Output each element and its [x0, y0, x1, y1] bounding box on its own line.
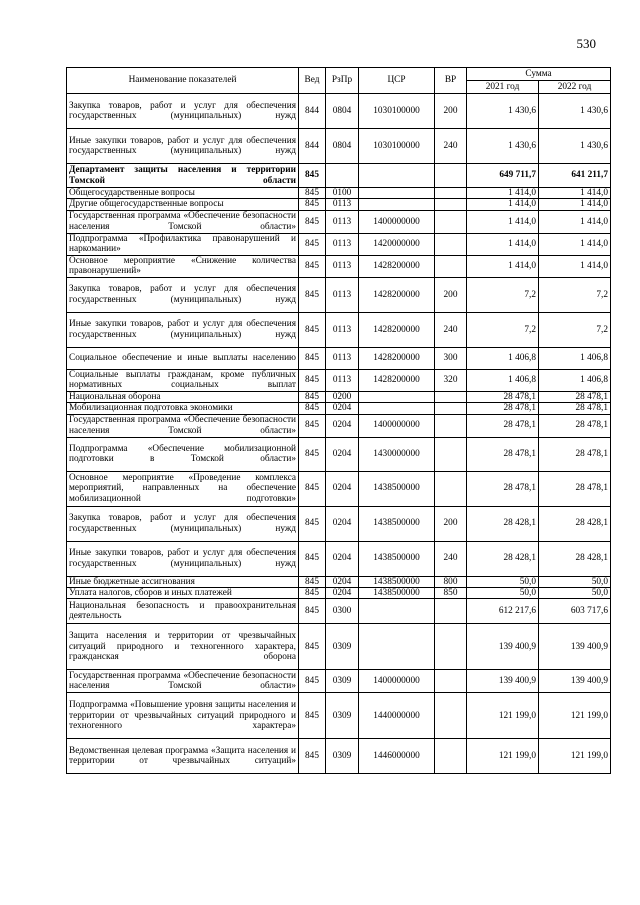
header-name: Наименование показателей: [67, 68, 299, 94]
header-year-2021: 2021 год: [467, 81, 539, 94]
cell-ved: 845: [299, 670, 326, 693]
cell-rzpr: 0113: [326, 347, 359, 369]
cell-vr: [435, 624, 467, 670]
cell-name: Социальное обеспечение и иные выплаты населению: [67, 347, 299, 369]
cell-vr: [435, 210, 467, 233]
cell-rzpr: 0804: [326, 94, 359, 129]
cell-vr: 200: [435, 506, 467, 541]
cell-csr: 1400000000: [359, 210, 435, 233]
cell-vr: [435, 403, 467, 414]
cell-ved: 845: [299, 693, 326, 739]
cell-ved: 845: [299, 414, 326, 437]
cell-csr: [359, 188, 435, 199]
cell-y2021: 612 217,6: [467, 599, 539, 624]
cell-rzpr: 0113: [326, 312, 359, 347]
cell-ved: 845: [299, 233, 326, 255]
cell-name: Подпрограмма «Повышение уровня защиты населения и территории от чрезвычайных ситуаций природного и техногенного характера»: [67, 693, 299, 739]
cell-csr: 1428200000: [359, 347, 435, 369]
table-row: [67, 233, 611, 255]
cell-y2021: 1 430,6: [467, 94, 539, 129]
table-row: [67, 624, 611, 670]
cell-rzpr: 0113: [326, 210, 359, 233]
cell-ved: 845: [299, 599, 326, 624]
cell-y2022: 139 400,9: [539, 670, 611, 693]
cell-y2021: 28 478,1: [467, 391, 539, 402]
cell-y2022: 28 478,1: [539, 403, 611, 414]
cell-rzpr: 0804: [326, 129, 359, 164]
cell-y2022: 7,2: [539, 312, 611, 347]
cell-vr: [435, 255, 467, 277]
cell-csr: 1428200000: [359, 277, 435, 312]
header-ved: Вед: [299, 68, 326, 94]
cell-rzpr: 0309: [326, 670, 359, 693]
cell-y2022: 1 414,0: [539, 233, 611, 255]
cell-rzpr: 0204: [326, 414, 359, 437]
cell-y2022: 121 199,0: [539, 739, 611, 774]
header-vr: ВР: [435, 68, 467, 94]
cell-rzpr: 0113: [326, 233, 359, 255]
table-row: [67, 277, 611, 312]
cell-vr: 240: [435, 541, 467, 576]
table-row: [67, 369, 611, 391]
cell-csr: 1438500000: [359, 506, 435, 541]
cell-csr: [359, 403, 435, 414]
cell-y2022: 1 414,0: [539, 255, 611, 277]
table-row: [67, 210, 611, 233]
cell-y2022: 1 406,8: [539, 347, 611, 369]
cell-csr: 1420000000: [359, 233, 435, 255]
table-row: [67, 576, 611, 587]
cell-csr: [359, 624, 435, 670]
cell-y2022: 50,0: [539, 576, 611, 587]
table-row: [67, 588, 611, 599]
cell-ved: 845: [299, 347, 326, 369]
cell-ved: 845: [299, 312, 326, 347]
cell-vr: [435, 739, 467, 774]
cell-y2022: 139 400,9: [539, 624, 611, 670]
cell-ved: 845: [299, 576, 326, 587]
cell-y2021: 121 199,0: [467, 739, 539, 774]
cell-y2021: 7,2: [467, 312, 539, 347]
cell-csr: [359, 599, 435, 624]
cell-vr: [435, 437, 467, 471]
cell-vr: 200: [435, 277, 467, 312]
cell-ved: 844: [299, 94, 326, 129]
cell-name: Защита населения и территории от чрезвычайных ситуаций природного и техногенного характера, гражданская оборона: [67, 624, 299, 670]
cell-rzpr: 0113: [326, 277, 359, 312]
cell-y2022: 1 430,6: [539, 94, 611, 129]
cell-name: Другие общегосударственные вопросы: [67, 199, 299, 210]
cell-y2021: 50,0: [467, 588, 539, 599]
cell-vr: 300: [435, 347, 467, 369]
cell-y2021: 28 428,1: [467, 541, 539, 576]
table-row: [67, 94, 611, 129]
cell-y2021: 7,2: [467, 277, 539, 312]
cell-y2022: 641 211,7: [539, 164, 611, 188]
cell-y2022: 1 406,8: [539, 369, 611, 391]
cell-csr: 1440000000: [359, 693, 435, 739]
header-rzpr: РзПр: [326, 68, 359, 94]
table-row: [67, 129, 611, 164]
cell-name: Государственная программа «Обеспечение безопасности населения Томской области»: [67, 210, 299, 233]
cell-name: Подпрограмма «Профилактика правонарушений и наркомании»: [67, 233, 299, 255]
cell-vr: [435, 199, 467, 210]
table-row: [67, 199, 611, 210]
cell-y2021: 139 400,9: [467, 624, 539, 670]
cell-y2021: 1 430,6: [467, 129, 539, 164]
cell-csr: 1438500000: [359, 588, 435, 599]
cell-csr: 1030100000: [359, 94, 435, 129]
cell-vr: 240: [435, 312, 467, 347]
cell-y2022: 28 478,1: [539, 437, 611, 471]
cell-rzpr: 0204: [326, 506, 359, 541]
cell-name: Закупка товаров, работ и услуг для обеспечения государственных (муниципальных) нужд: [67, 506, 299, 541]
cell-csr: [359, 199, 435, 210]
cell-name: Основное мероприятие «Проведение комплекса мероприятий, направленных на обеспечение мобилизационной подготовки»: [67, 471, 299, 506]
cell-csr: 1428200000: [359, 312, 435, 347]
table-row: [67, 391, 611, 402]
cell-rzpr: 0204: [326, 403, 359, 414]
cell-vr: [435, 391, 467, 402]
budget-table: [66, 67, 611, 774]
cell-y2021: 1 406,8: [467, 369, 539, 391]
cell-rzpr: 0204: [326, 541, 359, 576]
table-row: [67, 471, 611, 506]
table-row: [67, 693, 611, 739]
cell-y2022: 121 199,0: [539, 693, 611, 739]
cell-y2022: 28 428,1: [539, 506, 611, 541]
cell-rzpr: [326, 164, 359, 188]
cell-vr: [435, 471, 467, 506]
cell-y2021: 1 414,0: [467, 188, 539, 199]
cell-y2021: 28 478,1: [467, 437, 539, 471]
cell-rzpr: 0300: [326, 599, 359, 624]
cell-ved: 845: [299, 255, 326, 277]
cell-csr: 1430000000: [359, 437, 435, 471]
table-row: [67, 164, 611, 188]
cell-ved: 845: [299, 506, 326, 541]
table-row: [67, 312, 611, 347]
cell-rzpr: 0309: [326, 739, 359, 774]
cell-rzpr: 0113: [326, 255, 359, 277]
cell-name: Департамент защиты населения и территории Томской области: [67, 164, 299, 188]
cell-ved: 845: [299, 277, 326, 312]
cell-ved: 845: [299, 210, 326, 233]
cell-name: Закупка товаров, работ и услуг для обеспечения государственных (муниципальных) нужд: [67, 277, 299, 312]
page-number: 530: [576, 36, 596, 51]
cell-name: Основное мероприятие «Снижение количества правонарушений»: [67, 255, 299, 277]
cell-y2022: 603 717,6: [539, 599, 611, 624]
table-row: [67, 437, 611, 471]
cell-csr: 1400000000: [359, 670, 435, 693]
cell-csr: 1446000000: [359, 739, 435, 774]
cell-rzpr: 0309: [326, 693, 359, 739]
table-row: [67, 414, 611, 437]
cell-y2022: 1 414,0: [539, 188, 611, 199]
cell-csr: 1438500000: [359, 541, 435, 576]
cell-ved: 845: [299, 541, 326, 576]
cell-rzpr: 0204: [326, 576, 359, 587]
cell-name: Иные закупки товаров, работ и услуг для обеспечения государственных (муниципальных) нужд: [67, 129, 299, 164]
cell-y2022: 1 414,0: [539, 210, 611, 233]
cell-name: Ведомственная целевая программа «Защита населения и территории от чрезвычайных ситуаций»: [67, 739, 299, 774]
cell-ved: 845: [299, 369, 326, 391]
cell-ved: 845: [299, 403, 326, 414]
cell-csr: 1428200000: [359, 369, 435, 391]
table-row: [67, 541, 611, 576]
table-row: [67, 403, 611, 414]
cell-y2021: 28 478,1: [467, 414, 539, 437]
cell-csr: 1438500000: [359, 576, 435, 587]
cell-rzpr: 0309: [326, 624, 359, 670]
table-row: [67, 670, 611, 693]
cell-y2021: 1 414,0: [467, 233, 539, 255]
cell-y2021: 649 711,7: [467, 164, 539, 188]
cell-ved: 845: [299, 391, 326, 402]
cell-vr: 850: [435, 588, 467, 599]
cell-name: Иные закупки товаров, работ и услуг для обеспечения государственных (муниципальных) нужд: [67, 312, 299, 347]
cell-y2022: 1 430,6: [539, 129, 611, 164]
cell-ved: 845: [299, 164, 326, 188]
cell-y2021: 121 199,0: [467, 693, 539, 739]
cell-y2022: 28 478,1: [539, 414, 611, 437]
cell-vr: [435, 188, 467, 199]
cell-name: Социальные выплаты гражданам, кроме публичных нормативных социальных выплат: [67, 369, 299, 391]
cell-vr: 200: [435, 94, 467, 129]
table-row: [67, 255, 611, 277]
cell-y2021: 28 428,1: [467, 506, 539, 541]
cell-name: Подпрограмма «Обеспечение мобилизационной подготовки в Томской области»: [67, 437, 299, 471]
cell-name: Закупка товаров, работ и услуг для обеспечения государственных (муниципальных) нужд: [67, 94, 299, 129]
cell-vr: [435, 599, 467, 624]
cell-csr: 1428200000: [359, 255, 435, 277]
cell-y2021: 28 478,1: [467, 403, 539, 414]
cell-vr: 800: [435, 576, 467, 587]
table-row: [67, 739, 611, 774]
cell-csr: 1030100000: [359, 129, 435, 164]
cell-rzpr: 0204: [326, 588, 359, 599]
cell-ved: 845: [299, 471, 326, 506]
cell-y2022: 50,0: [539, 588, 611, 599]
cell-rzpr: 0113: [326, 199, 359, 210]
cell-vr: 320: [435, 369, 467, 391]
cell-vr: [435, 233, 467, 255]
cell-ved: 845: [299, 588, 326, 599]
cell-vr: [435, 693, 467, 739]
cell-ved: 844: [299, 129, 326, 164]
cell-ved: 845: [299, 199, 326, 210]
cell-vr: [435, 414, 467, 437]
cell-csr: 1438500000: [359, 471, 435, 506]
cell-rzpr: 0204: [326, 437, 359, 471]
cell-vr: [435, 670, 467, 693]
cell-y2021: 139 400,9: [467, 670, 539, 693]
cell-ved: 845: [299, 188, 326, 199]
cell-ved: 845: [299, 739, 326, 774]
table-row: [67, 599, 611, 624]
cell-name: Иные закупки товаров, работ и услуг для обеспечения государственных (муниципальных) нужд: [67, 541, 299, 576]
cell-csr: 1400000000: [359, 414, 435, 437]
cell-y2022: 1 414,0: [539, 199, 611, 210]
cell-csr: [359, 391, 435, 402]
cell-rzpr: 0113: [326, 369, 359, 391]
header-sum: Сумма: [467, 68, 611, 81]
cell-rzpr: 0204: [326, 471, 359, 506]
cell-y2021: 1 406,8: [467, 347, 539, 369]
cell-name: Национальная оборона: [67, 391, 299, 402]
cell-y2021: 1 414,0: [467, 210, 539, 233]
cell-y2022: 7,2: [539, 277, 611, 312]
header-year-2022: 2022 год: [539, 81, 611, 94]
cell-vr: 240: [435, 129, 467, 164]
cell-name: Национальная безопасность и правоохранительная деятельность: [67, 599, 299, 624]
cell-y2022: 28 478,1: [539, 391, 611, 402]
cell-y2021: 50,0: [467, 576, 539, 587]
table-row: [67, 188, 611, 199]
cell-csr: [359, 164, 435, 188]
cell-name: Иные бюджетные ассигнования: [67, 576, 299, 587]
cell-ved: 845: [299, 624, 326, 670]
cell-y2021: 1 414,0: [467, 199, 539, 210]
cell-y2022: 28 478,1: [539, 471, 611, 506]
cell-y2022: 28 428,1: [539, 541, 611, 576]
cell-rzpr: 0200: [326, 391, 359, 402]
cell-y2021: 28 478,1: [467, 471, 539, 506]
header-csr: ЦСР: [359, 68, 435, 94]
table-row: [67, 347, 611, 369]
cell-name: Государственная программа «Обеспечение безопасности населения Томской области»: [67, 414, 299, 437]
table-row: [67, 506, 611, 541]
cell-y2021: 1 414,0: [467, 255, 539, 277]
cell-name: Государственная программа «Обеспечение безопасности населения Томской области»: [67, 670, 299, 693]
cell-ved: 845: [299, 437, 326, 471]
cell-vr: [435, 164, 467, 188]
cell-rzpr: 0100: [326, 188, 359, 199]
cell-name: Мобилизационная подготовка экономики: [67, 403, 299, 414]
cell-name: Общегосударственные вопросы: [67, 188, 299, 199]
cell-name: Уплата налогов, сборов и иных платежей: [67, 588, 299, 599]
